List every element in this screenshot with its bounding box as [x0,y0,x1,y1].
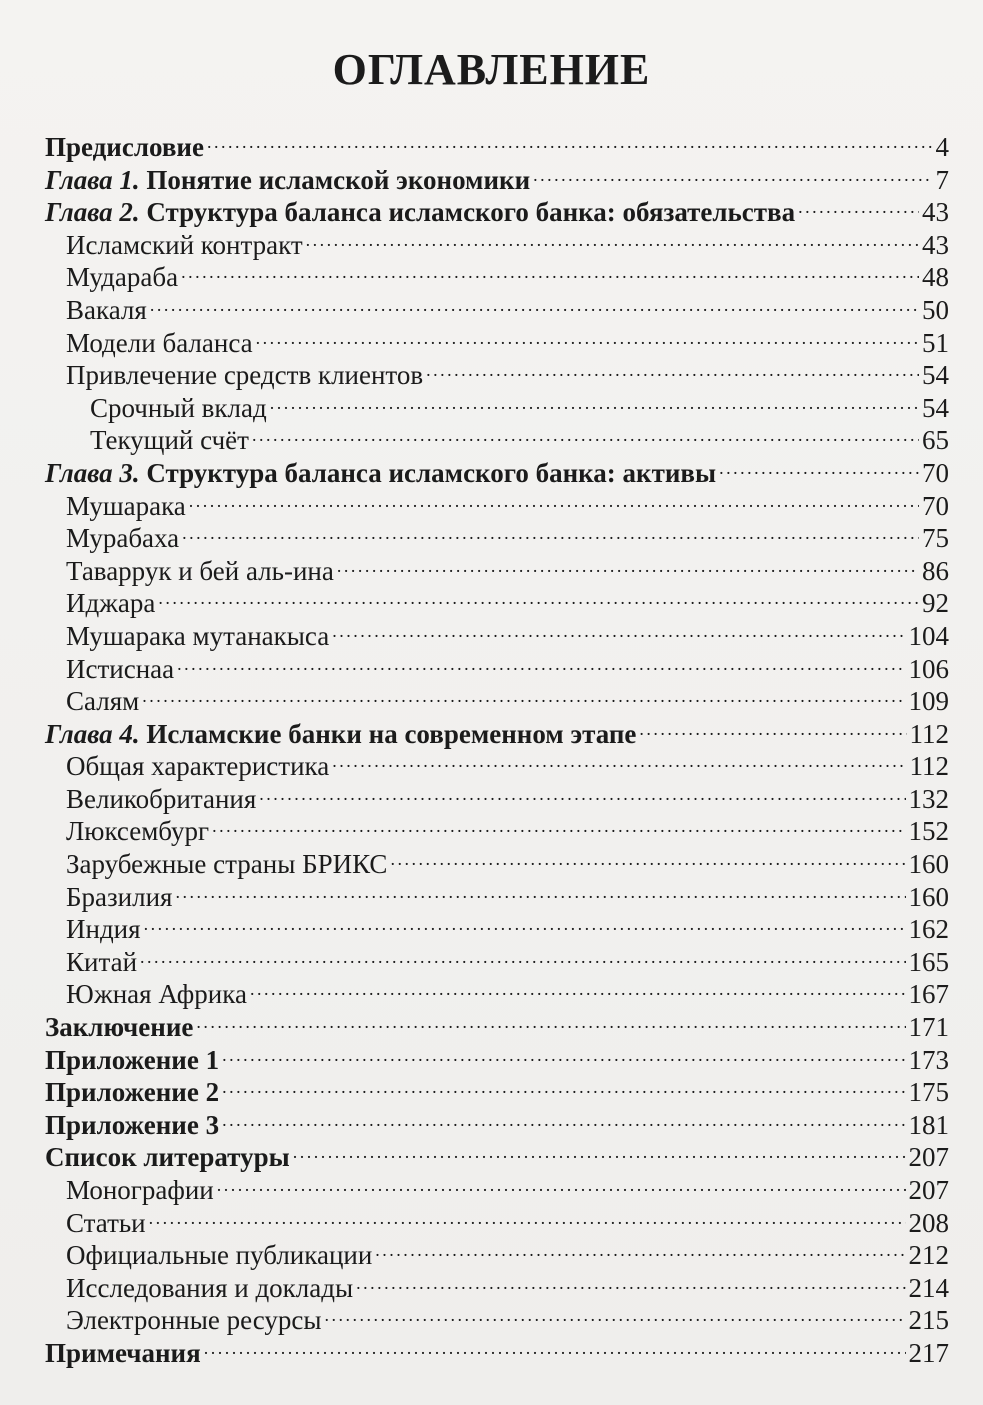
page-number: 51 [922,327,949,358]
toc-entry-title [45,457,716,490]
page-number: 92 [922,588,949,619]
toc-entry-text: Мурабаха [66,523,180,554]
toc-entry-text: Истиснаа [66,653,175,684]
dot-leader [182,527,919,547]
toc-entry-text: Салям [66,686,140,717]
toc-entry-title [66,620,329,653]
toc-entry-title [45,1011,193,1044]
toc-entry-title [66,587,155,620]
page-number: 106 [908,653,949,684]
toc-entry-title [66,946,137,979]
dot-leader [207,136,933,156]
toc-entry-title [66,1272,353,1305]
page-number: 48 [922,262,949,293]
dot-leader [158,592,919,612]
toc-entry-text: Примечания [45,1337,201,1368]
toc-entry-title [90,392,267,425]
dot-leader [293,1146,906,1166]
dot-leader [356,1277,905,1297]
toc-entry-title [66,327,253,360]
toc-entry-text: Привлечение средств клиентов [66,360,424,391]
toc-entry[interactable] [0,261,983,294]
page-number: 132 [908,783,949,814]
page-number: 208 [908,1207,949,1238]
page-number: 171 [908,1012,949,1043]
toc-entry[interactable] [0,294,983,327]
page-number: 214 [908,1272,949,1303]
toc-entry-title [45,131,204,164]
toc-entry[interactable] [0,424,983,457]
toc-entry-text: Приложение 3 [45,1109,220,1140]
chapter-label: Глава 4. [45,718,140,749]
dot-leader [181,266,919,286]
dot-leader [270,397,919,417]
toc-entry[interactable] [0,555,983,588]
page-number: 7 [935,164,949,195]
toc-entry-title [66,815,209,848]
page-number: 181 [908,1109,949,1140]
toc-entry[interactable] [0,1239,983,1272]
toc-entry-text: Исследования и доклады [66,1272,354,1303]
toc-entry[interactable] [0,685,983,718]
toc-entry[interactable] [0,1141,983,1174]
page-number: 167 [908,979,949,1010]
toc-entry[interactable] [0,522,983,555]
page-number: 175 [908,1077,949,1108]
dot-leader [306,234,919,254]
toc-entry-title [66,1304,322,1337]
dot-leader [212,820,905,840]
toc-entry[interactable] [0,750,983,783]
toc-entry-text: Структура баланса исламского банка: активы [139,457,717,488]
toc-entry[interactable] [0,783,983,816]
toc-entry[interactable] [0,164,983,197]
toc-entry[interactable] [0,881,983,914]
page-number: 43 [922,229,949,260]
toc-entry-title [66,359,423,392]
toc-entry[interactable] [0,327,983,360]
toc-entry-title [66,685,139,718]
toc-entry-text: Люксембург [66,816,210,847]
toc-entry[interactable] [0,490,983,523]
toc-entry-title [45,196,795,229]
toc-entry-text: Понятие исламской экономики [139,164,531,195]
dot-leader [256,332,919,352]
toc-entry-text: Заключение [45,1012,194,1043]
dot-leader [259,788,905,808]
toc-entry[interactable] [0,359,983,392]
toc-entry-title [66,978,247,1011]
toc-entry[interactable] [0,1076,983,1109]
toc-entry-text: Официальные публикации [66,1240,373,1271]
toc-entry[interactable] [0,1044,983,1077]
toc-entry-text: Модели баланса [66,327,253,358]
dot-leader [337,560,919,580]
dot-leader [175,886,905,906]
page-number: 54 [922,360,949,391]
toc-entry-title [66,783,256,816]
page-number: 65 [922,425,949,456]
toc-entry-text: Мудараба [66,262,179,293]
toc-entry[interactable] [0,1304,983,1337]
toc-entry-text: Общая характеристика [66,751,330,782]
toc-entry-title [90,424,249,457]
toc-entry-text: Предисловие [45,132,204,162]
page-number: 54 [922,392,949,423]
chapter-label: Глава 3. [45,457,140,488]
page-number: 165 [908,946,949,977]
page-number: 162 [908,914,949,945]
toc-entry-text: Статьи [66,1207,146,1238]
toc-entry[interactable] [0,1272,983,1305]
page-number: 109 [908,686,949,717]
dot-leader [426,364,919,384]
page-number: 4 [935,132,949,162]
toc-entry-title [66,1207,146,1240]
dot-leader [719,462,919,482]
toc-entry-text: Зарубежные страны БРИКС [66,849,388,880]
toc-entry-title [66,750,329,783]
dot-leader [390,853,905,873]
page-number: 215 [908,1305,949,1336]
toc-entry-title [45,1044,219,1077]
page-number: 160 [908,849,949,880]
toc-entry[interactable] [0,1337,983,1370]
toc-entry-title [45,718,636,751]
toc-entry[interactable] [0,1174,983,1207]
dot-leader [375,1244,905,1264]
page-number: 70 [922,457,949,488]
toc-entry-title [66,555,334,588]
toc-entry-text: Великобритания [66,783,257,814]
dot-leader [533,169,932,189]
dot-leader [217,1179,906,1199]
toc-entry-text: Таваррук и бей аль-ина [66,555,334,586]
toc-entry-title [66,294,147,327]
dot-leader [140,951,905,971]
toc-entry-text: Иджара [66,588,156,619]
table-of-contents [0,131,983,1370]
toc-entry[interactable] [0,457,983,490]
toc-entry[interactable] [0,1011,983,1044]
page-number: 70 [922,490,949,521]
toc-entry[interactable] [0,946,983,979]
toc-entry-title [66,653,174,686]
page-number: 75 [922,523,949,554]
page-number: 104 [908,620,949,651]
toc-entry-text: Исламский контракт [66,229,303,260]
toc-entry-title [66,490,186,523]
chapter-label: Глава 1. [45,164,140,195]
toc-entry[interactable] [0,1207,983,1240]
dot-leader [639,723,906,743]
toc-entry-text: Структура баланса исламского банка: обязательства [139,197,796,228]
page-number: 173 [908,1044,949,1075]
toc-entry-text: Бразилия [66,881,173,912]
toc-entry[interactable] [0,653,983,686]
toc-entry-title [66,229,303,262]
toc-entry-title [66,913,141,946]
toc-entry-text: Исламские банки на современном этапе [139,718,637,749]
toc-entry[interactable] [0,1109,983,1142]
toc-entry-text: Южная Африка [66,979,247,1010]
toc-entry-title [66,1174,214,1207]
page-number: 112 [909,751,949,782]
toc-entry[interactable] [0,392,983,425]
dot-leader [222,1114,905,1134]
toc-entry-text: Мушарака мутанакыса [66,620,330,651]
toc-entry-text: Список литературы [45,1142,290,1173]
page-number: 160 [908,881,949,912]
toc-entry-text: Вакаля [66,294,147,325]
toc-entry-title [66,261,178,294]
toc-entry-text: Приложение 2 [45,1077,220,1108]
dot-leader [222,1049,905,1069]
toc-entry-text: Срочный вклад [90,392,267,423]
dot-leader [144,918,906,938]
toc-entry[interactable] [0,196,983,229]
toc-entry[interactable] [0,620,983,653]
dot-leader [149,1212,906,1232]
toc-entry-text: Индия [66,914,141,945]
toc-entry[interactable] [0,913,983,946]
dot-leader [150,299,919,319]
dot-leader [332,755,906,775]
dot-leader [250,983,906,1003]
dot-leader [189,495,919,515]
toc-entry-text: Текущий счёт [90,425,249,456]
toc-entry[interactable] [0,848,983,881]
dot-leader [196,1016,905,1036]
toc-entry-title [66,881,172,914]
page-number: 112 [909,718,949,749]
dot-leader [222,1081,905,1101]
toc-entry-title [45,1337,201,1370]
page-number: 86 [922,555,949,586]
toc-entry-text: Монографии [66,1175,214,1205]
toc-entry-text: Электронные ресурсы [66,1305,322,1336]
dot-leader [252,429,919,449]
toc-entry[interactable] [0,131,983,164]
chapter-label: Глава 2. [45,197,140,228]
toc-entry-title [66,522,179,555]
toc-entry-title [66,1239,372,1272]
toc-entry-text: Приложение 1 [45,1044,220,1075]
page-title: ОГЛАВЛЕНИЕ [332,45,651,94]
toc-entry[interactable] [0,229,983,262]
page-number: 217 [908,1337,949,1368]
page-number: 207 [908,1142,949,1173]
toc-entry[interactable] [0,718,983,751]
toc-entry-text: Китай [66,946,138,977]
page-number: 207 [908,1175,949,1205]
toc-entry[interactable] [0,815,983,848]
toc-entry-title [45,1109,219,1142]
page-number: 50 [922,294,949,325]
page-number: 43 [922,197,949,228]
toc-entry-title [45,1141,290,1174]
toc-entry-title [45,164,530,197]
dot-leader [332,625,905,645]
page-number: 152 [908,816,949,847]
toc-entry[interactable] [0,587,983,620]
toc-entry-text: Мушарака [66,490,186,521]
dot-leader [142,690,905,710]
page-number: 212 [908,1240,949,1271]
dot-leader [798,201,919,221]
toc-entry[interactable] [0,978,983,1011]
dot-leader [325,1309,906,1329]
dot-leader [177,658,905,678]
dot-leader [204,1342,906,1362]
toc-entry-title [66,848,387,881]
toc-entry-title [45,1076,219,1109]
